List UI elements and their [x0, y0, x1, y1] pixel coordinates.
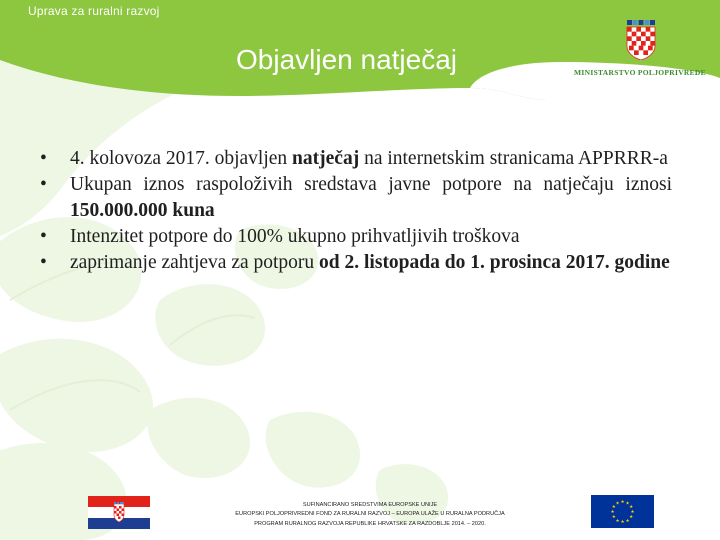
bullet-dot-icon: • — [40, 226, 47, 247]
bullet-text: na internetskim stranicama APPRRR-a — [359, 148, 668, 169]
bullet-item — [30, 250, 672, 276]
program-name: Uprava za ruralni razvoj — [28, 4, 160, 18]
footer-line-2: EUROPSKI POLJOPRIVREDNI FOND ZA RURALNI RAZVOJ – EUROPA ULAŽE U RURALNA PODRUČJA — [235, 511, 505, 518]
footer-line-3: PROGRAM RURALNOG RAZVOJA REPUBLIKE HRVATSKE ZA RAZDOBLJE 2014. – 2020. — [254, 520, 486, 527]
eu-star-icon: ★ — [630, 510, 635, 516]
bullet-dot-icon: • — [40, 252, 47, 273]
ministry-name: MINISTARSTVO POLJOPRIVREDE — [574, 68, 706, 77]
bullet-list — [30, 146, 672, 276]
eu-star-icon: ★ — [629, 505, 634, 511]
bullet-text-bold: natječaj — [292, 148, 360, 169]
eu-star-icon: ★ — [611, 505, 616, 511]
eu-star-icon: ★ — [625, 501, 630, 507]
eu-star-icon: ★ — [620, 500, 625, 506]
eu-star-icon: ★ — [615, 501, 620, 507]
bullet-dot-icon: • — [40, 148, 47, 169]
eu-star-icon: ★ — [611, 515, 616, 521]
bullet-item — [30, 172, 672, 224]
eu-star-icon: ★ — [625, 518, 630, 524]
bullet-dot-icon: • — [40, 174, 47, 195]
bullet-text: 4. kolovoza 2017. objavljen — [70, 148, 293, 169]
eu-star-icon: ★ — [610, 510, 615, 516]
bullet-text: Intenzitet potpore do 100% ukupno prihvatljivih troškova — [70, 226, 520, 247]
croatian-flag-icon — [88, 496, 150, 529]
bullet-item — [30, 224, 672, 250]
eu-star-icon: ★ — [615, 518, 620, 524]
footer-line-1: SUFINANCIRANO SREDSTVIMA EUROPSKE UNIJE — [302, 502, 438, 508]
bullet-text-bold: od 2. listopada do 1. prosinca 2017. godine — [319, 252, 670, 273]
eu-flag-icon — [591, 495, 654, 528]
slide-title: Objavljen natječaj — [236, 44, 458, 75]
ministry-crest-icon — [626, 20, 656, 60]
bullet-text: Ukupan iznos raspoloživih sredstava javne potpore na natječaju iznosi — [70, 174, 672, 195]
bullet-text: zaprimanje zahtjeva za potporu — [70, 252, 320, 273]
eu-star-icon: ★ — [629, 515, 634, 521]
bullet-text-bold: 150.000.000 kuna — [70, 200, 215, 221]
eu-star-icon: ★ — [620, 520, 625, 526]
ministry-logo — [562, 20, 718, 84]
bullet-item — [30, 146, 672, 172]
footer-text — [160, 501, 580, 529]
